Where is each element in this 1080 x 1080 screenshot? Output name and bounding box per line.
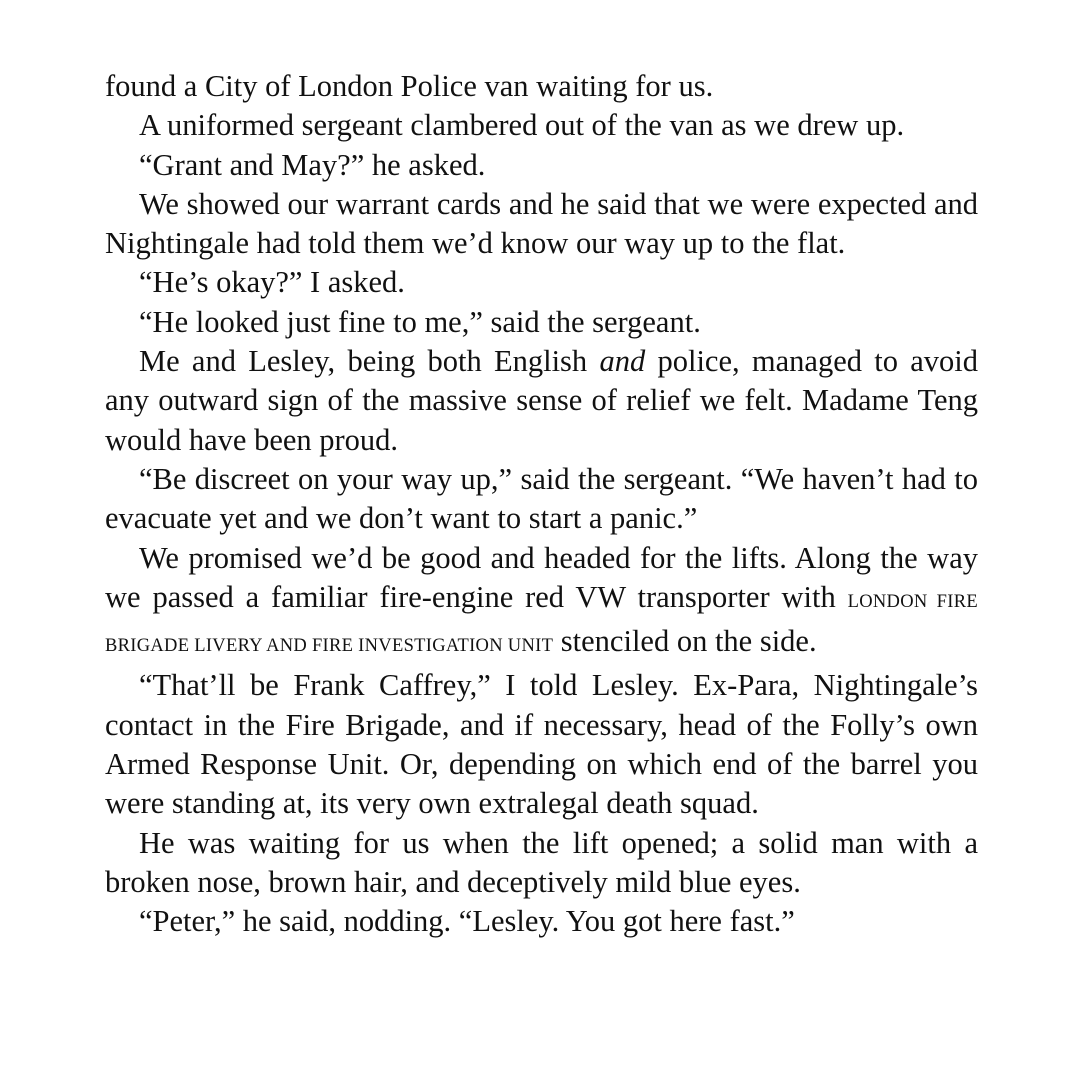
paragraph-looked-fine: “He looked just fine to me,” said the sergeant. <box>139 304 701 339</box>
paragraph-continuation: found a City of London Police van waiting for us. <box>105 69 714 103</box>
paragraph-peter-greeting: “Peter,” he said, nodding. “Lesley. You got here fast.” <box>139 904 795 939</box>
paragraph-relief: Me and Lesley, being both English and police, managed to avoid any outward sign of the massive sense of relief we felt. Madame Teng would have been proud. <box>105 344 979 457</box>
paragraph-sergeant-arrives: A uniformed sergeant clambered out of the van as we drew up. <box>139 108 905 143</box>
paragraph-warrant-cards: We showed our warrant cards and he said that we were expected and Nightingale had told them we’d know our way up to the flat. <box>105 186 978 261</box>
paragraph-hes-okay: “He’s okay?” I asked. <box>139 265 405 300</box>
paragraph-grant-and-may: “Grant and May?” he asked. <box>139 147 486 182</box>
paragraph-be-discreet: “Be discreet on your way up,” said the sergeant. “We haven’t had to evacuate yet and we don’t want to start a panic.” <box>105 461 978 536</box>
paragraph-frank-caffrey: “That’ll be Frank Caffrey,” I told Lesley. Ex-Para, Nightingale’s contact in the Fire Brigade, and if necessary, head of the Folly’s own Armed Response Unit. Or, depending on which end of the barrel you were standing at, its very own extralegal death squad. <box>105 668 978 821</box>
italic-emphasis: and <box>599 344 646 379</box>
paragraph-lift-opened: He was waiting for us when the lift opened; a solid man with a broken nose, brown hair, and deceptively mild blue eyes. <box>105 825 978 899</box>
paragraph-transporter: We promised we’d be good and headed for the lifts. Along the way we passed a familiar fire-engine red VW transporter with LONDON FIRE BRIGADE LIVERY AND FIRE INVESTIGATION UNIT stenciled on the side. <box>105 540 978 659</box>
small-caps-stencil-text: LONDON FIRE BRIGADE LIVERY AND FIRE INVESTIGATION UNIT <box>105 591 978 657</box>
book-page-text <box>105 67 978 942</box>
